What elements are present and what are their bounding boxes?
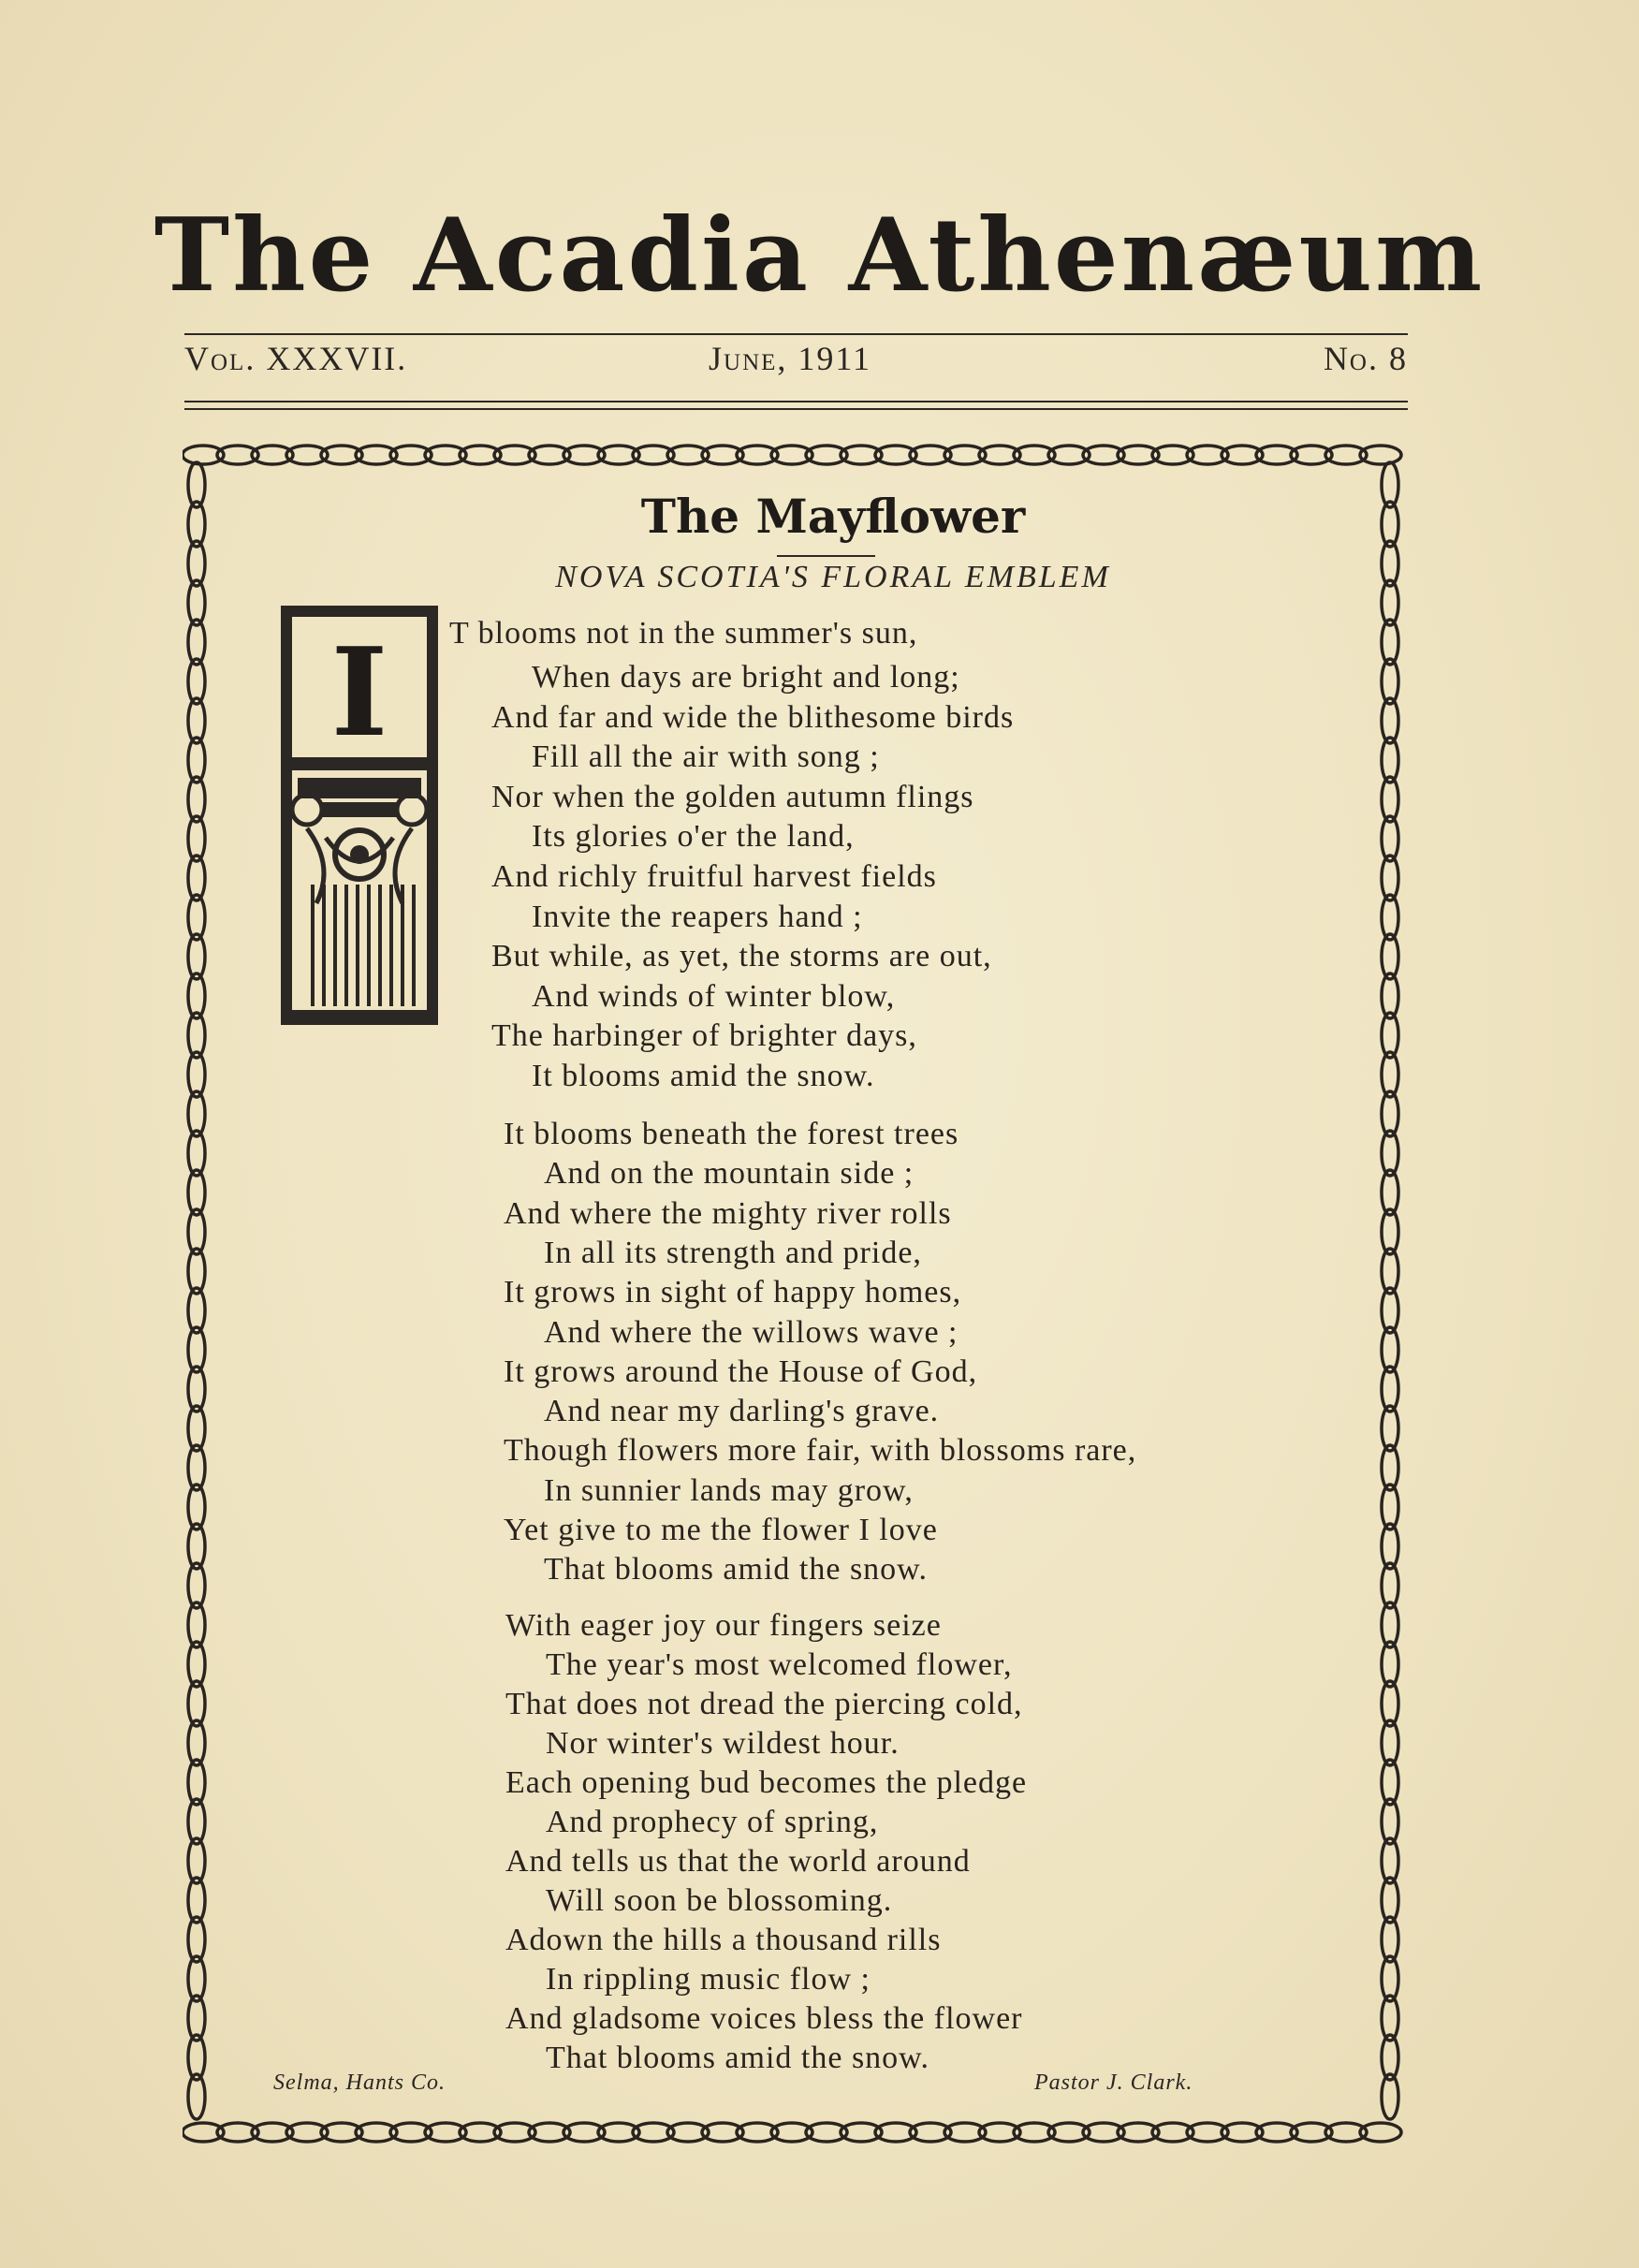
- poem-line: Adown the hills a thousand rills: [505, 1923, 942, 1957]
- poem-line: Though flowers more fair, with blossoms rare,: [504, 1433, 1137, 1469]
- poem-line: And near my darling's grave.: [544, 1394, 940, 1429]
- poem-line: Its glories o'er the land,: [532, 819, 855, 855]
- poem-line: And prophecy of spring,: [546, 1805, 879, 1839]
- poem-line: That blooms amid the snow.: [546, 2041, 930, 2075]
- masthead-rule-bottom-1: [184, 401, 1408, 402]
- issue-number: No. 8: [1323, 340, 1408, 377]
- poem-subtitle: NOVA SCOTIA'S FLORAL EMBLEM: [555, 560, 1111, 594]
- poem-place: Selma, Hants Co.: [273, 2070, 446, 2095]
- poem-line: Yet give to me the flower I love: [504, 1513, 938, 1547]
- issue-date: June, 1911: [709, 340, 872, 377]
- poem-first-line: T blooms not in the summer's sun,: [449, 616, 918, 651]
- volume-label: Vol. XXXVII.: [184, 340, 408, 377]
- poem-line: It blooms beneath the forest trees: [504, 1117, 959, 1151]
- masthead-title: The Acadia Athenæum: [154, 197, 1485, 315]
- poem-line: That does not dread the piercing cold,: [505, 1687, 1023, 1721]
- poem-line: Each opening bud becomes the pledge: [505, 1765, 1028, 1800]
- poem-line: And where the mighty river rolls: [504, 1195, 952, 1231]
- poem-line: And on the mountain side ;: [544, 1156, 915, 1192]
- poem-line: And where the willows wave ;: [544, 1314, 959, 1350]
- poem-author: Pastor J. Clark.: [1034, 2070, 1193, 2095]
- poem-line: Fill all the air with song ;: [532, 739, 880, 775]
- poem-line: In all its strength and pride,: [544, 1235, 922, 1270]
- masthead-rule-bottom-2: [184, 408, 1408, 410]
- poem-line: The harbinger of brighter days,: [491, 1018, 917, 1054]
- poem-line: Nor when the golden autumn flings: [491, 779, 974, 814]
- poem-title: The Mayflower: [640, 489, 1026, 544]
- poem-line: It blooms amid the snow.: [532, 1059, 875, 1093]
- poem-line: Nor winter's wildest hour.: [546, 1726, 900, 1761]
- masthead-rule-top: [184, 333, 1408, 335]
- title-underline: [777, 555, 875, 557]
- poem-line: That blooms amid the snow.: [544, 1552, 929, 1588]
- dropcap-letter: I: [330, 621, 388, 764]
- poem-line: Will soon be blossoming.: [546, 1883, 893, 1918]
- poem-line: Invite the reapers hand ;: [532, 899, 863, 934]
- poem-line: It grows around the House of God,: [504, 1353, 978, 1389]
- poem-line: And winds of winter blow,: [532, 978, 896, 1014]
- poem-line: And far and wide the blithesome birds: [491, 699, 1015, 735]
- poem-line: And richly fruitful harvest fields: [491, 859, 937, 894]
- poem-line: In sunnier lands may grow,: [544, 1472, 914, 1508]
- poem-line: With eager joy our fingers seize: [505, 1608, 942, 1643]
- poem-line: And tells us that the world around: [505, 1844, 971, 1879]
- poem-line: When days are bright and long;: [532, 660, 960, 695]
- issue-line: [184, 339, 1408, 395]
- poem-line: But while, as yet, the storms are out,: [491, 939, 992, 974]
- poem-line: It grows in sight of happy homes,: [504, 1275, 962, 1310]
- ornamental-dropcap: [279, 604, 440, 1027]
- poem-line: The year's most welcomed flower,: [546, 1647, 1013, 1682]
- poem-line: And gladsome voices bless the flower: [505, 2001, 1023, 2036]
- poem-line: In rippling music flow ;: [546, 1962, 871, 1997]
